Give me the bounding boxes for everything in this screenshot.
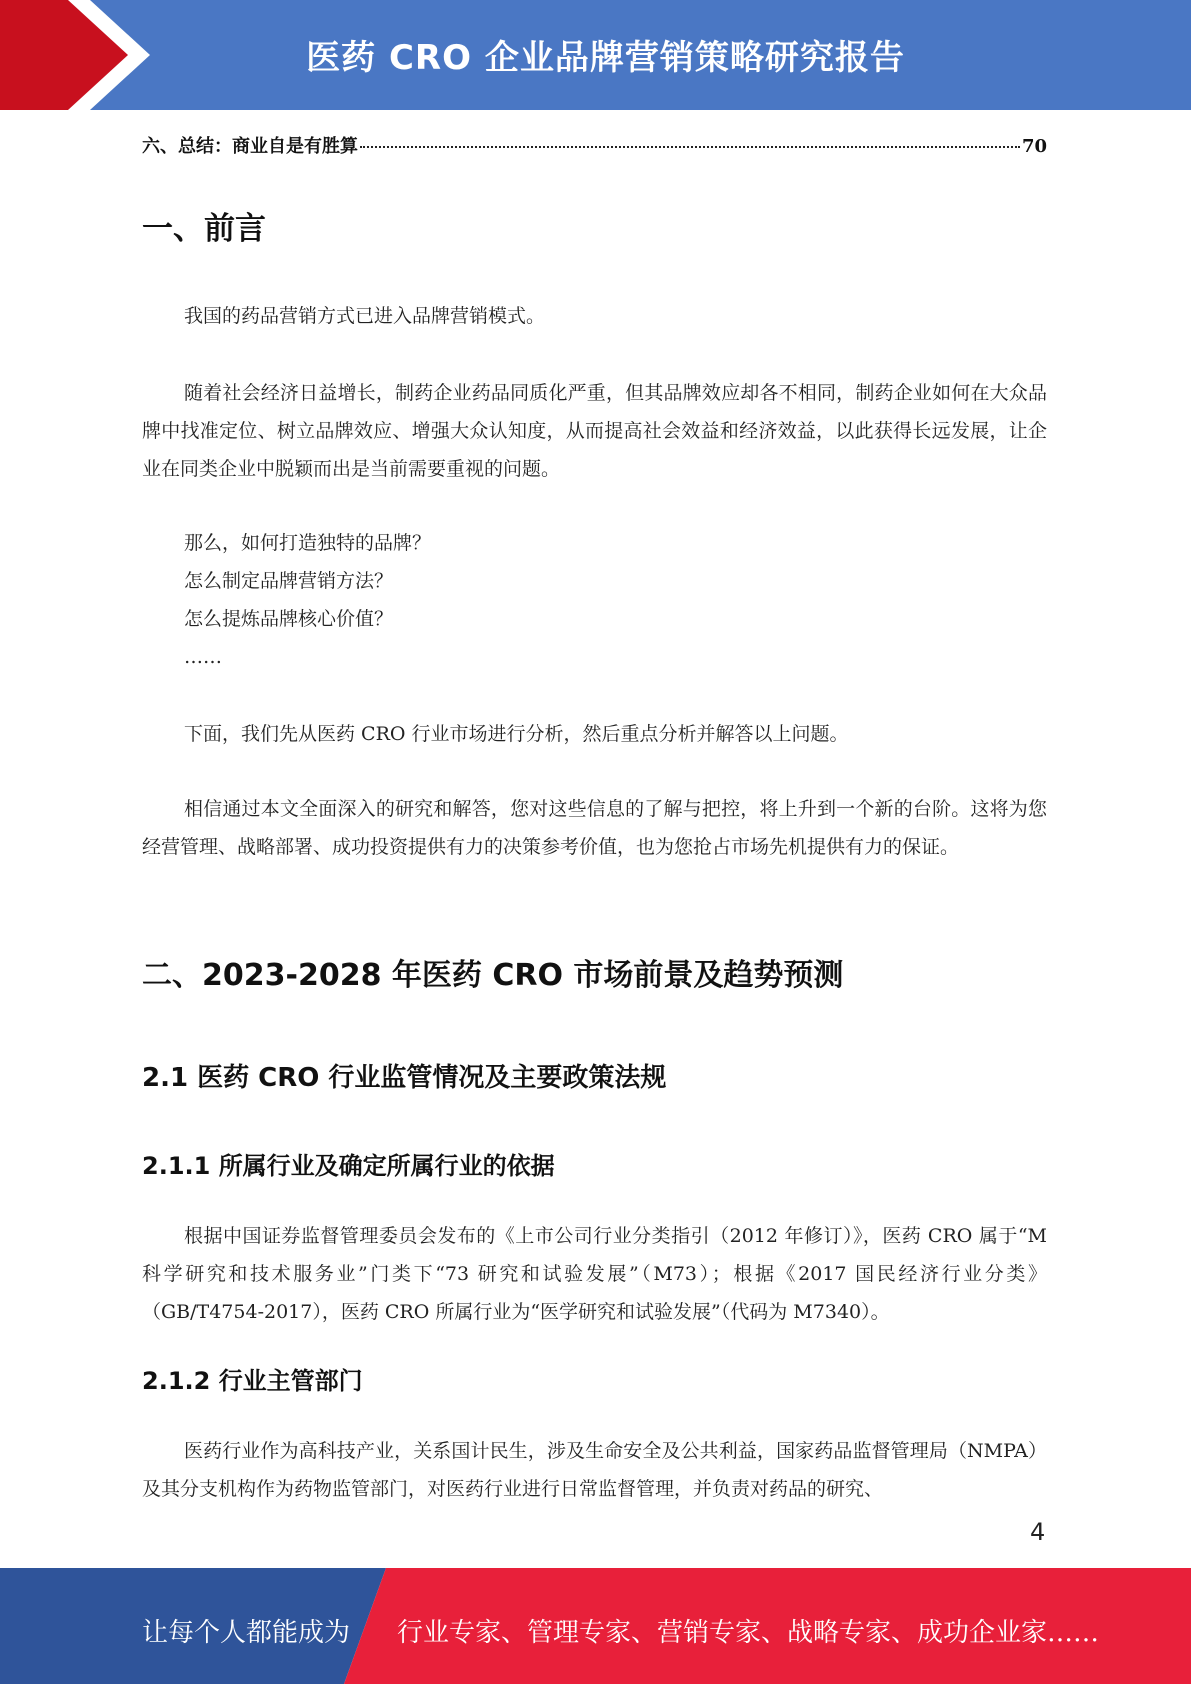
footer-band	[0, 1568, 1191, 1684]
paragraph: 相信通过本文全面深入的研究和解答，您对这些信息的了解与把控，将上升到一个新的台阶。这将为您经营管理、战略部署、成功投资提供有力的决策参考价值，也为您抢占市场先机提供有力的保证。	[142, 798, 1047, 858]
subsection-heading: 2.1 医药 CRO 行业监管情况及主要政策法规	[142, 1063, 667, 1093]
paragraph: 下面，我们先从医药 CRO 行业市场进行分析，然后重点分析并解答以上问题。	[184, 723, 849, 745]
section-heading-preface: 一、前言	[142, 211, 266, 247]
question-item: 怎么制定品牌营销方法？	[184, 570, 394, 592]
question-item: 那么，如何打造独特的品牌？	[184, 532, 432, 554]
page-number: 4	[1030, 1518, 1046, 1546]
section-heading-market: 二、2023-2028 年医药 CRO 市场前景及趋势预测	[142, 958, 844, 993]
subsubsection-heading: 2.1.1 所属行业及确定所属行业的依据	[142, 1152, 555, 1180]
report-title: 医药 CRO 企业品牌营销策略研究报告	[306, 38, 905, 78]
header-band	[0, 0, 1191, 110]
question-item: 怎么提炼品牌核心价值？	[184, 608, 394, 630]
toc-entry-title: 六、总结：商业自是有胜算	[142, 136, 358, 157]
paragraph: 根据中国证券监督管理委员会发布的《上市公司行业分类指引（2012 年修订）》，医药 CRO 属于“M 科学研究和技术服务业”门类下“73 研究和试验发展”（M73）；根据《2017 国民经济行业分类》（GB/T4754-2017），医药 CRO 所属行业为“医学研究和试验发展”（代码为 M7340）。	[142, 1225, 1047, 1323]
toc-leader-dots	[360, 146, 1020, 148]
footer-slogan-right: 行业专家、管理专家、营销专家、战略专家、成功企业家……	[397, 1618, 1100, 1648]
subsubsection-heading: 2.1.2 行业主管部门	[142, 1367, 363, 1395]
paragraph: 我国的药品营销方式已进入品牌营销模式。	[184, 305, 546, 327]
question-list	[184, 524, 431, 676]
question-item: ……	[184, 646, 222, 668]
toc-entry-page: 70	[1021, 136, 1047, 157]
paragraph: 医药行业作为高科技产业，关系国计民生，涉及生命安全及公共利益，国家药品监督管理局（NMPA）及其分支机构作为药物监管部门，对医药行业进行日常监督管理，并负责对药品的研究、	[142, 1440, 1047, 1500]
toc-entry[interactable]	[142, 132, 1047, 158]
footer-slogan-left: 让每个人都能成为	[142, 1618, 351, 1648]
paragraph: 随着社会经济日益增长，制药企业药品同质化严重，但其品牌效应却各不相同，制药企业如何在大众品牌中找准定位、树立品牌效应、增强大众认知度，从而提高社会效益和经济效益，以此获得长远发展，让企业在同类企业中脱颖而出是当前需要重视的问题。	[142, 382, 1047, 480]
